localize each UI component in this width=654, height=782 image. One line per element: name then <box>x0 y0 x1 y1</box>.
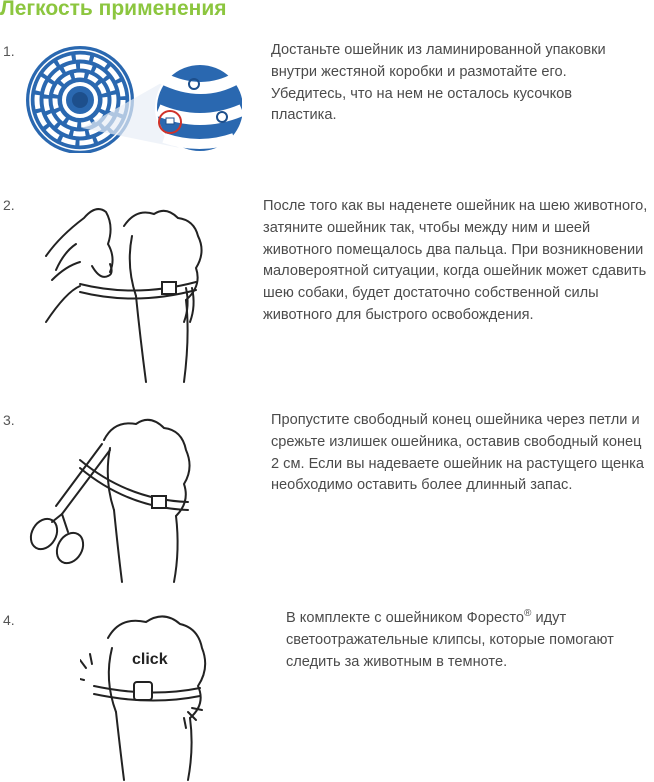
step-number: 2. <box>3 197 15 213</box>
step-text: Достаньте ошейник из ламинированной упаковки внутри жестяной коробки и размотайте его. Убедитесь, что на нем не осталось кусочков пластика. <box>271 42 606 124</box>
step-4 <box>0 608 654 782</box>
step-text-before: В комплекте с ошейником Форесто <box>286 610 525 626</box>
registered-mark: ® <box>524 608 532 620</box>
step-number: 4. <box>3 612 15 628</box>
step-1 <box>0 38 654 158</box>
coiled-collar-illustration <box>22 38 242 153</box>
step-number: 3. <box>3 412 15 428</box>
reflective-clip-illustration <box>80 608 220 782</box>
step-text <box>286 608 646 673</box>
page-title: Легкость применения <box>0 0 227 20</box>
step-text: Пропустите свободный конец ошейника через петли и срежьте излишек ошейника, оставив свободный конец 2 см. Если вы надеваете ошейник на растущего щенка необходимо оставить более длинный запас. <box>271 412 644 494</box>
step-2 <box>0 196 654 386</box>
click-label: click <box>132 651 168 668</box>
step-number: 1. <box>3 43 15 59</box>
step-text-after: идут светоотражательные клипсы, которые помогают следить за животным в темноте. <box>286 610 614 670</box>
scissors-collar-illustration <box>18 410 208 585</box>
step-3 <box>0 410 654 585</box>
step-text: После того как вы наденете ошейник на шею животного, затяните ошейник так, чтобы между ним и шеей животного помещалось два пальца. При возникновении маловероятной ситуации, когда ошейник может сдавить шею собаки, будет достаточно собственной силы животного для быстрого освобождения. <box>263 198 648 323</box>
hand-collar-illustration <box>36 196 216 386</box>
